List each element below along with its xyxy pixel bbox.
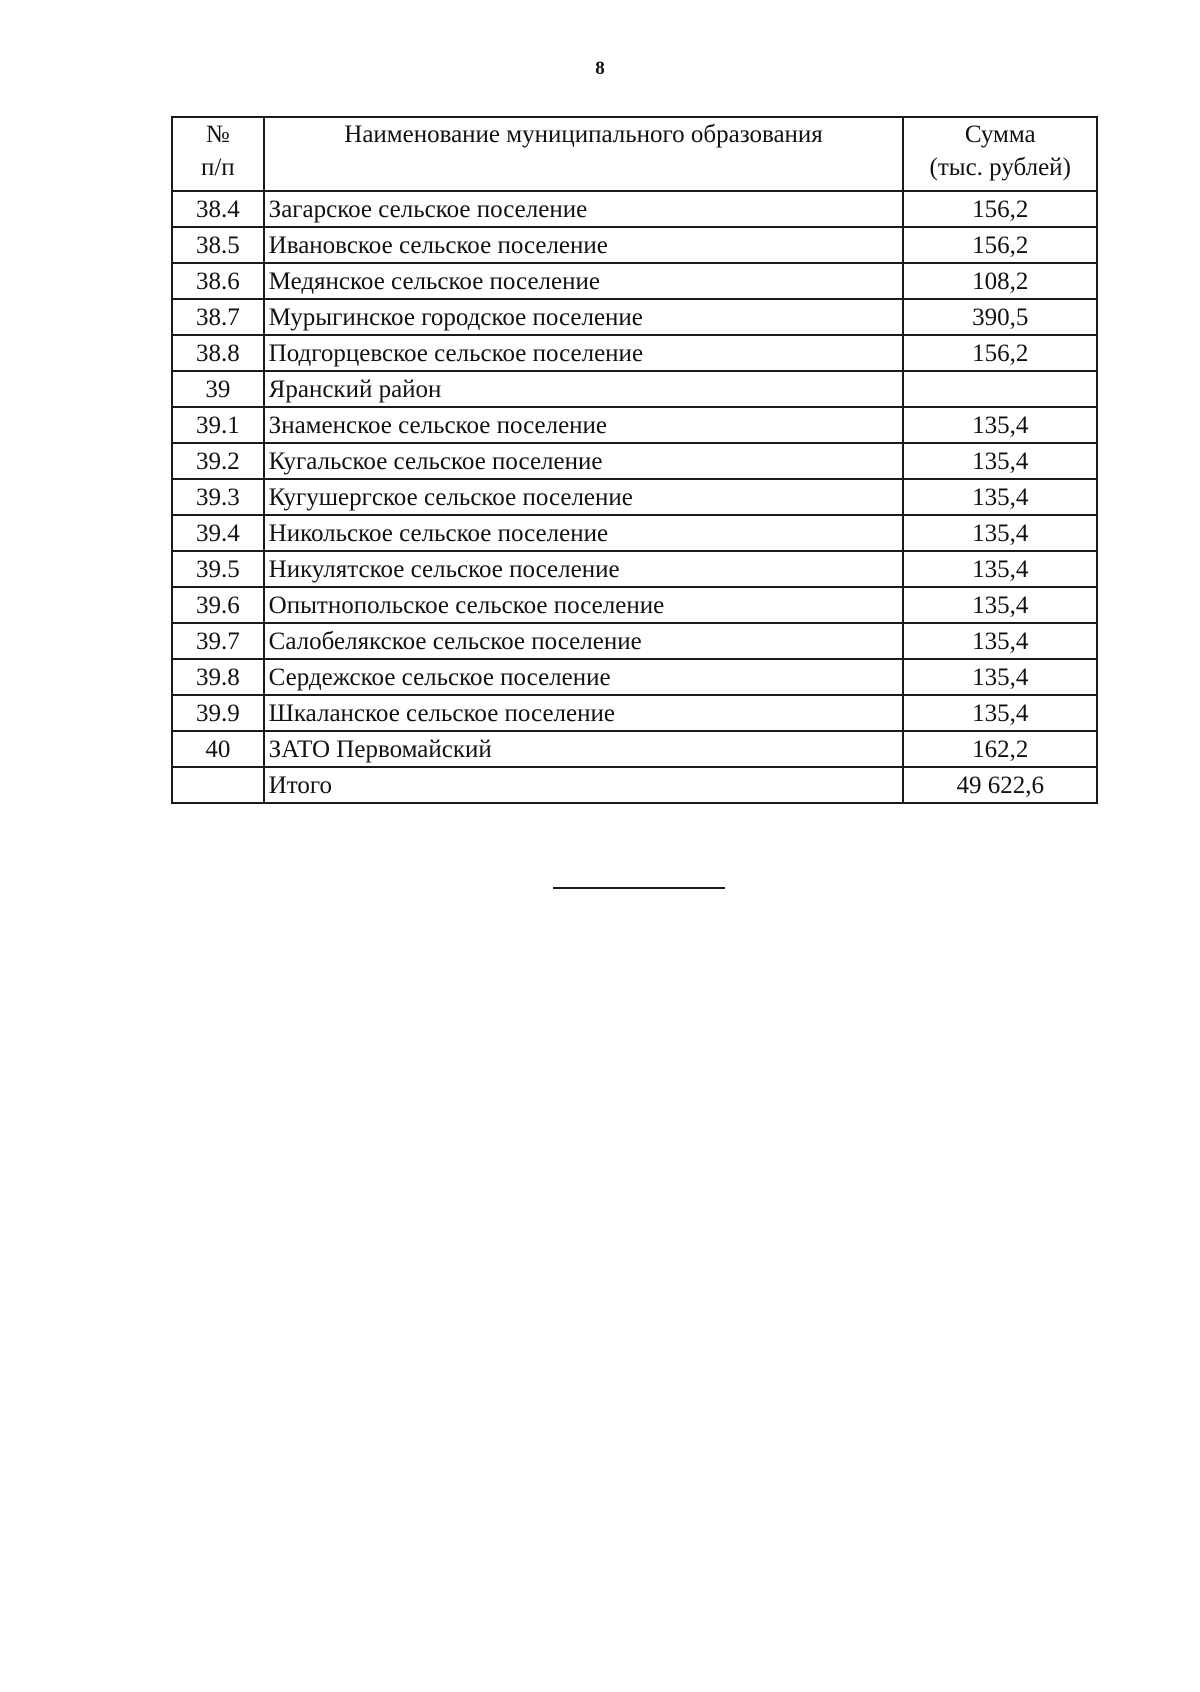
municipality-name-cell: Ивановское сельское поселение	[264, 227, 904, 263]
sum-cell: 135,4	[903, 479, 1097, 515]
table-row	[172, 659, 1097, 695]
table-row	[172, 299, 1097, 335]
row-number-cell: 38.7	[172, 299, 264, 335]
municipality-name-cell: Мурыгинское городское поселение	[264, 299, 904, 335]
sum-cell: 135,4	[903, 515, 1097, 551]
table-row	[172, 191, 1097, 227]
table-row	[172, 263, 1097, 299]
municipality-name-cell: Сердежское сельское поселение	[264, 659, 904, 695]
header-municipality-name: Наименование муниципального образования	[264, 117, 904, 191]
row-number-cell: 39	[172, 371, 264, 407]
table-row	[172, 587, 1097, 623]
table-row	[172, 515, 1097, 551]
municipality-name-cell: Загарское сельское поселение	[264, 191, 904, 227]
sum-cell: 135,4	[903, 407, 1097, 443]
end-divider-line	[553, 887, 725, 889]
municipality-name-cell: Подгорцевское сельское поселение	[264, 335, 904, 371]
row-number-cell: 39.3	[172, 479, 264, 515]
row-number-cell: 40	[172, 731, 264, 767]
row-number-cell: 39.1	[172, 407, 264, 443]
sum-cell: 135,4	[903, 695, 1097, 731]
sum-cell: 156,2	[903, 335, 1097, 371]
municipality-name-cell: Опытнопольское сельское поселение	[264, 587, 904, 623]
sum-cell: 108,2	[903, 263, 1097, 299]
row-number-cell: 38.6	[172, 263, 264, 299]
table-row	[172, 551, 1097, 587]
row-number-cell: 39.7	[172, 623, 264, 659]
row-number-cell: 38.5	[172, 227, 264, 263]
table-row	[172, 479, 1097, 515]
header-sum-line2: (тыс. рублей)	[929, 154, 1071, 181]
total-row	[172, 767, 1097, 803]
row-number-cell: 39.2	[172, 443, 264, 479]
table-row	[172, 407, 1097, 443]
table-row	[172, 443, 1097, 479]
sum-cell: 135,4	[903, 659, 1097, 695]
sum-cell: 156,2	[903, 191, 1097, 227]
sum-cell: 390,5	[903, 299, 1097, 335]
municipality-name-cell: Никулятское сельское поселение	[264, 551, 904, 587]
header-sum	[903, 117, 1097, 191]
municipality-name-cell: Яранский район	[264, 371, 904, 407]
municipal-allocation-table	[171, 116, 1098, 804]
header-sum-line1: Сумма	[964, 121, 1036, 148]
row-number-cell: 39.6	[172, 587, 264, 623]
row-number-cell: 39.5	[172, 551, 264, 587]
municipality-name-cell: Салобелякское сельское поселение	[264, 623, 904, 659]
table-header-row	[172, 117, 1097, 191]
row-number-cell	[172, 767, 264, 803]
municipality-name-cell: Шкаланское сельское поселение	[264, 695, 904, 731]
sum-cell: 135,4	[903, 623, 1097, 659]
table-body	[172, 191, 1097, 803]
header-number-line2: п/п	[200, 154, 235, 181]
sum-cell: 135,4	[903, 443, 1097, 479]
table-row	[172, 695, 1097, 731]
row-number-cell: 38.8	[172, 335, 264, 371]
table-row	[172, 227, 1097, 263]
page-number: 8	[595, 58, 605, 79]
sum-cell: 162,2	[903, 731, 1097, 767]
municipality-name-cell: Кугушергское сельское поселение	[264, 479, 904, 515]
row-number-cell: 38.4	[172, 191, 264, 227]
municipality-name-cell: Никольское сельское поселение	[264, 515, 904, 551]
row-number-cell: 39.9	[172, 695, 264, 731]
sum-cell: 156,2	[903, 227, 1097, 263]
municipality-name-cell: ЗАТО Первомайский	[264, 731, 904, 767]
sum-cell	[903, 371, 1097, 407]
header-number-line1: №	[205, 121, 230, 148]
table-row	[172, 335, 1097, 371]
municipality-name-cell: Знаменское сельское поселение	[264, 407, 904, 443]
municipality-name-cell: Кугальское сельское поселение	[264, 443, 904, 479]
sum-cell: 135,4	[903, 551, 1097, 587]
table-row	[172, 623, 1097, 659]
municipality-name-cell: Медянское сельское поселение	[264, 263, 904, 299]
header-number	[172, 117, 264, 191]
table-row	[172, 371, 1097, 407]
municipality-name-cell: Итого	[264, 767, 904, 803]
table-row	[172, 731, 1097, 767]
row-number-cell: 39.4	[172, 515, 264, 551]
row-number-cell: 39.8	[172, 659, 264, 695]
sum-cell: 135,4	[903, 587, 1097, 623]
sum-cell: 49 622,6	[903, 767, 1097, 803]
